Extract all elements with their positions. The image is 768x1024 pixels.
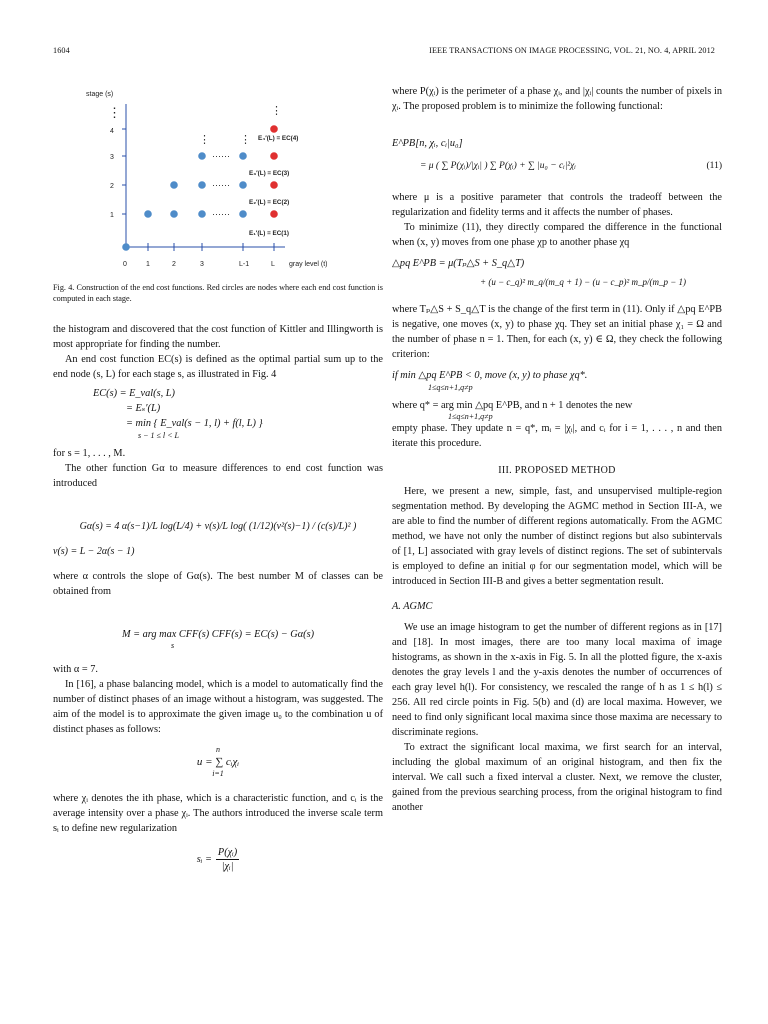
left-para-3: for s = 1, . . . , M.: [53, 448, 126, 459]
equation-delta-1: △pq E^PB = μ(Tₚ△S + S_q△T): [392, 258, 525, 269]
node-s4-end: [271, 126, 278, 133]
right-body: [392, 84, 722, 815]
left-para-2: An end cost function EC(s) is defined as the optimal partial sum up to the end node (s, L) for each stage s, as illustrated in Fig. 4: [53, 354, 383, 380]
x-tick-l: L: [271, 261, 275, 268]
right-para-5a: where q* = arg min △pq E^PB, and n + 1 denotes the new: [392, 400, 633, 411]
left-para-4: The other function Gα to measure differences to end cost function was introduced: [53, 463, 383, 489]
label-ec2: E₂′(L) = EC(2): [249, 199, 290, 206]
x-tick-2: 2: [172, 261, 176, 268]
right-para-4: where Tₚ△S + S_q△T is the change of the first term in (11). Only if △pq E^PB is negative, one moves (x, y) to phase χq. They set an initial phase χ₁ = Ω and the number of phase n = 1. Then, for each (x, y) ∈ Ω, they check the following criterion:: [392, 304, 722, 360]
y-vdots: ⋮: [108, 105, 121, 120]
right-para-6: Here, we present a new, simple, fast, and unsupervised multiple-region segmentation method. By developing the AGMC method in Section III-A, we are able to find the number of different regions automatically. From the AGMC method, we have not only the number of distinct regions but also subintervals of [1, L] associated with gray levels of distinct regions. The set of subintervals is employed to define an initial φ for our segmentation model, which will be introduced in Section III-B and gives a better segmentation result.: [392, 486, 722, 587]
eq-si-den: |χᵢ|: [221, 861, 234, 872]
equation-m: M = arg max CFF(s) CFF(s) = EC(s) − Gα(s): [121, 629, 315, 640]
equation-v: v(s) = L − 2α(s − 1): [53, 546, 135, 557]
equation-criterion: if min △pq E^PB < 0, move (x, y) to phase χq*.: [392, 370, 588, 381]
page-number: 1604: [53, 46, 70, 55]
eq-u-top: n: [216, 745, 220, 754]
left-para-8: where χᵢ denotes the ith phase, which is a characteristic function, and cᵢ is the average intensity over a phase χᵢ. The authors introduced the inverse scale term sᵢ to define new regularization: [53, 793, 383, 834]
hdots-row-2: ⋯⋯: [212, 180, 230, 190]
right-para-5b: empty phase. They update n = q*, mᵢ = |χᵢ|, and cᵢ for i = 1, . . . , n and then iterate this procedure.: [392, 423, 722, 449]
hdots-row-1: ⋯⋯: [212, 209, 230, 219]
equation-galpha: Gα(s) = 4 α(s−1)/L log(L/4) + v(s)/L log( (1/12)(v²(s)−1) / (c(s)/L)² ): [79, 521, 357, 532]
node-s3-3: [240, 153, 247, 160]
right-para-5a-sub: 1≤q≤n+1,q≠p: [448, 412, 493, 421]
right-para-3: To minimize (11), they directly compared the difference in the functional when (x, y) moves from one phase χp to another phase χq: [392, 222, 722, 248]
x-axis-label: gray level (t): [289, 261, 328, 268]
eq-si-num: P(χᵢ): [217, 847, 238, 858]
eq-ec-line1: EC(s) = E_val(s, L): [93, 388, 175, 399]
y-axis-label: stage (s): [86, 91, 114, 98]
equation-epb-lhs: E^PB[n, χᵢ, cᵢ|u₀]: [392, 138, 463, 149]
label-ec1: E₁′(L) = EC(1): [249, 230, 289, 237]
vdots-col-3: ⋮: [199, 134, 210, 146]
journal-header: IEEE TRANSACTIONS ON IMAGE PROCESSING, VOL. 21, NO. 4, APRIL 2012: [429, 46, 715, 55]
label-ec4: E₄′(L) = EC(4): [258, 135, 299, 142]
equation-ec: [93, 386, 383, 440]
y-tick-1: 1: [110, 212, 114, 219]
figure-caption: Fig. 4. Construction of the end cost functions. Red circles are nodes where each end cost function is computed in each stage.: [53, 283, 383, 303]
node-s1-end: [271, 211, 278, 218]
node-s2-3: [240, 182, 247, 189]
equation-epb: [392, 159, 722, 174]
axes: [122, 104, 285, 251]
right-para-7: We use an image histogram to get the number of different regions as in [17] and [18]. In most images, there are too many local maxima of image histograms, as shown in the x-axis in Fig. 5. In all the plotted figure, the x-axis denotes the gray levels l and the y-axis denotes the number of occurrences of each gray level h(l). For consistency, we rescaled the range of h as 1 ≤ h(l) ≤ 256. All red circle points in Fig. 5(b) and (d) are local maxima. However, we need to find only significant local maxima since those maxima are necessary to discriminate regions.: [392, 622, 722, 738]
eq-ec-sub: s − 1 ≤ l < L: [138, 431, 179, 440]
vdots-col-l-1: ⋮: [240, 134, 251, 146]
subsection-heading: A. AGMC: [392, 601, 433, 612]
x-tick-0: 0: [123, 261, 127, 268]
equation-m-sub: s: [171, 641, 175, 650]
eq-epb-number: (11): [706, 161, 722, 171]
eq-epb-rhs: = μ ( ∑ P(χᵢ)/|χᵢ| ) ∑ P(χᵢ) + ∑ |u₀ − cᵢ|²χᵢ: [420, 161, 576, 171]
equation-si: [53, 846, 383, 873]
y-tick-2: 2: [110, 183, 114, 190]
node-origin: [123, 244, 130, 251]
node-s2-end: [271, 182, 278, 189]
node-s3-2: [199, 153, 206, 160]
hdots-row-3: ⋯⋯: [212, 151, 230, 161]
x-tick-3: 3: [200, 261, 204, 268]
vdots-col-l: ⋮: [271, 105, 282, 117]
x-tick-1: 1: [146, 261, 150, 268]
eq-ec-line2: = Eₛ′(L): [126, 403, 161, 414]
label-ec3: E₃′(L) = EC(3): [249, 170, 290, 177]
left-para-7: In [16], a phase balancing model, which is a model to automatically find the number of distinct phases of an image without a histogram, was suggested. The aim of the model is to approximate the given image u₀ to the combination u of distinct phases as follows:: [53, 679, 383, 735]
x-tick-l-1: L-1: [239, 261, 250, 268]
node-s2-2: [199, 182, 206, 189]
right-para-8: To extract the significant local maxima, we first search for an interval, including the global maximum of an original histogram, and then fix the interval. We call such a fixed interval a cluster. Next, we remove the cluster, gained from the previous searching process, from the original histogram to find another: [392, 742, 722, 813]
y-tick-3: 3: [110, 154, 114, 161]
eq-si-lhs: sᵢ =: [196, 854, 212, 865]
equation-criterion-sub: 1≤q≤n+1,q≠p: [428, 383, 473, 392]
left-para-6: with α = 7.: [53, 664, 98, 675]
y-tick-4: 4: [110, 128, 114, 135]
right-para-2: where μ is a positive parameter that controls the tradeoff between the regularization and fidelity terms and it affects the number of phases.: [392, 192, 722, 218]
node-s1-0: [145, 211, 152, 218]
equation-u: [53, 745, 383, 779]
right-para-1: where P(χᵢ) is the perimeter of a phase χᵢ, and |χᵢ| counts the number of pixels in χᵢ. The proposed problem is to minimize the following functional:: [392, 86, 722, 112]
section-heading: III. PROPOSED METHOD: [498, 465, 616, 476]
equation-delta-2: + (u − c_q)² m_q/(m_q + 1) − (u − c_p)² m_p/(m_p − 1): [480, 277, 687, 287]
node-s1-1: [171, 211, 178, 218]
eq-ec-line3: = min { E_val(s − 1, l) + f(l, L) }: [126, 418, 263, 429]
eq-u-main: u = ∑ cᵢχᵢ: [196, 756, 240, 768]
node-s1-2: [199, 211, 206, 218]
left-body: [53, 322, 383, 873]
node-s2-1: [171, 182, 178, 189]
figure-4: [53, 84, 383, 274]
left-para-5: where α controls the slope of Gα(s). The best number M of classes can be obtained from: [53, 571, 383, 597]
node-s1-3: [240, 211, 247, 218]
left-para-1: the histogram and discovered that the cost function of Kittler and Illingworth is most appropriate for finding the number.: [53, 324, 383, 350]
node-s3-end: [271, 153, 278, 160]
eq-u-bot: i=1: [212, 769, 224, 778]
left-column: [53, 282, 383, 304]
